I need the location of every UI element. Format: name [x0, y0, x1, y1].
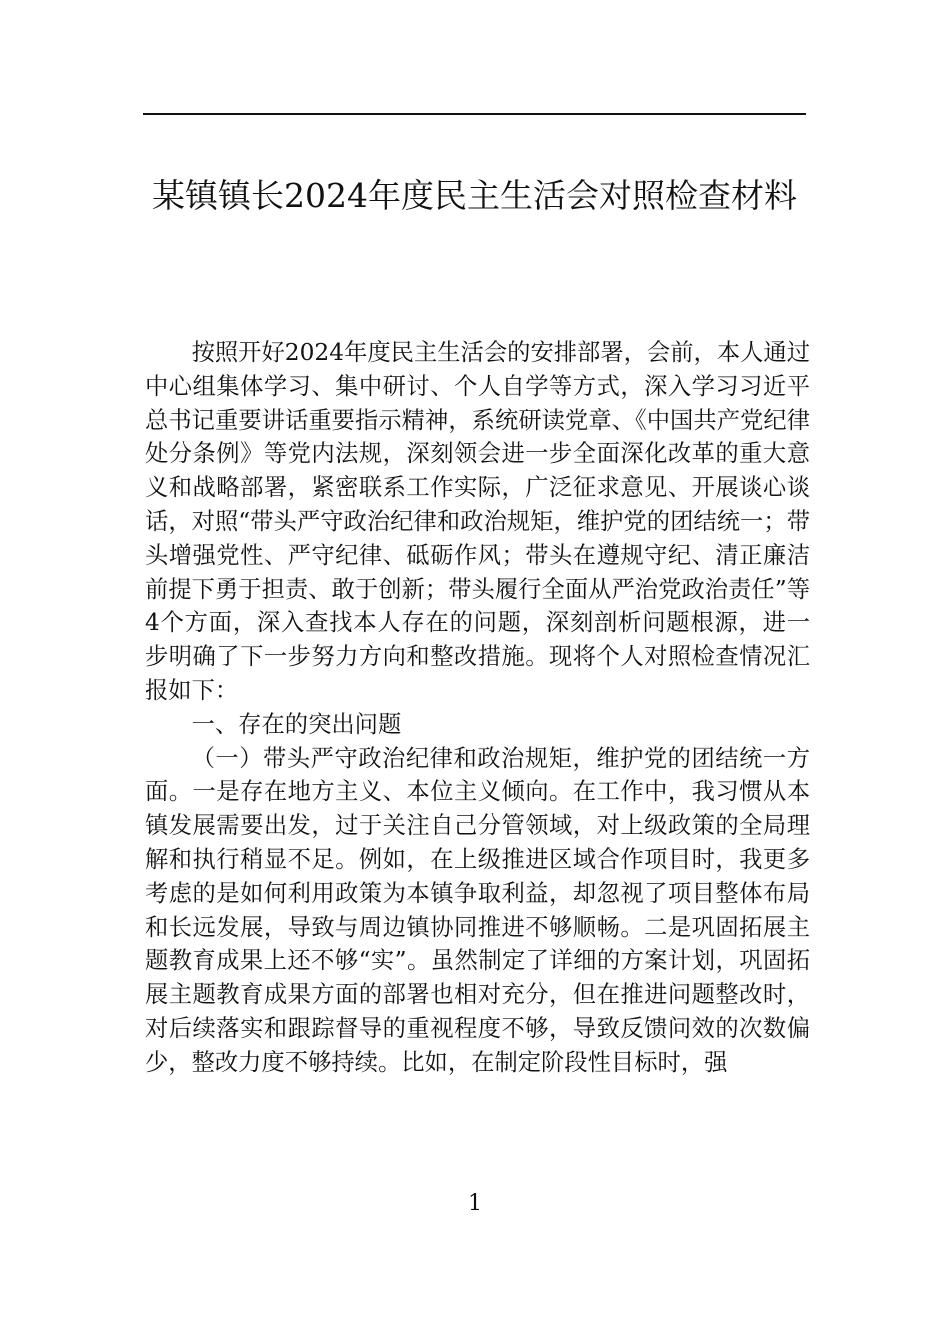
- document-body: [145, 336, 810, 1080]
- page-number: 1: [468, 1191, 482, 1216]
- section-paragraph: （一）带头严守政治纪律和政治规矩，维护党的团结统一方面。一是存在地方主义、本位主义倾向。在工作中，我习惯从本镇发展需要出发，过于关注自己分管领域，对上级政策的全局理解和执行稍显不足。例如，在上级推进区域合作项目时，我更多考虑的是如何利用政策为本镇争取利益，却忽视了项目整体布局和长远发展，导致与周边镇协同推进不够顺畅。二是巩固拓展主题教育成果上还不够“实”。虽然制定了详细的方案计划，巩固拓展主题教育成果方面的部署也相对充分，但在推进问题整改时，对后续落实和跟踪督导的重视程度不够，导致反馈问效的次数偏少，整改力度不够持续。比如，在制定阶段性目标时，强: [145, 744, 810, 1076]
- section-heading: 一、存在的突出问题: [191, 710, 402, 738]
- header-rule: [143, 113, 806, 115]
- intro-paragraph: 按照开好2024年度民主生活会的安排部署，会前，本人通过中心组集体学习、集中研讨、个人自学等方式，深入学习习近平总书记重要讲话重要指示精神，系统研读党章、《中国共产党纪律处分条例》等党内法规，深刻领会进一步全面深化改革的重大意义和战略部署，紧密联系工作实际，广泛征求意见、开展谈心谈话，对照“带头严守政治纪律和政治规矩，维护党的团结统一；带头增强党性、严守纪律、砥砺作风；带头在遵规守纪、清正廉洁前提下勇于担责、敢于创新；带头履行全面从严治党政治责任”等4个方面，深入查找本人存在的问题，深刻剖析问题根源，进一步明确了下一步努力方向和整改措施。现将个人对照检查情况汇报如下：: [145, 339, 811, 704]
- document-title: 某镇镇长2024年度民主生活会对照检查材料: [152, 176, 797, 215]
